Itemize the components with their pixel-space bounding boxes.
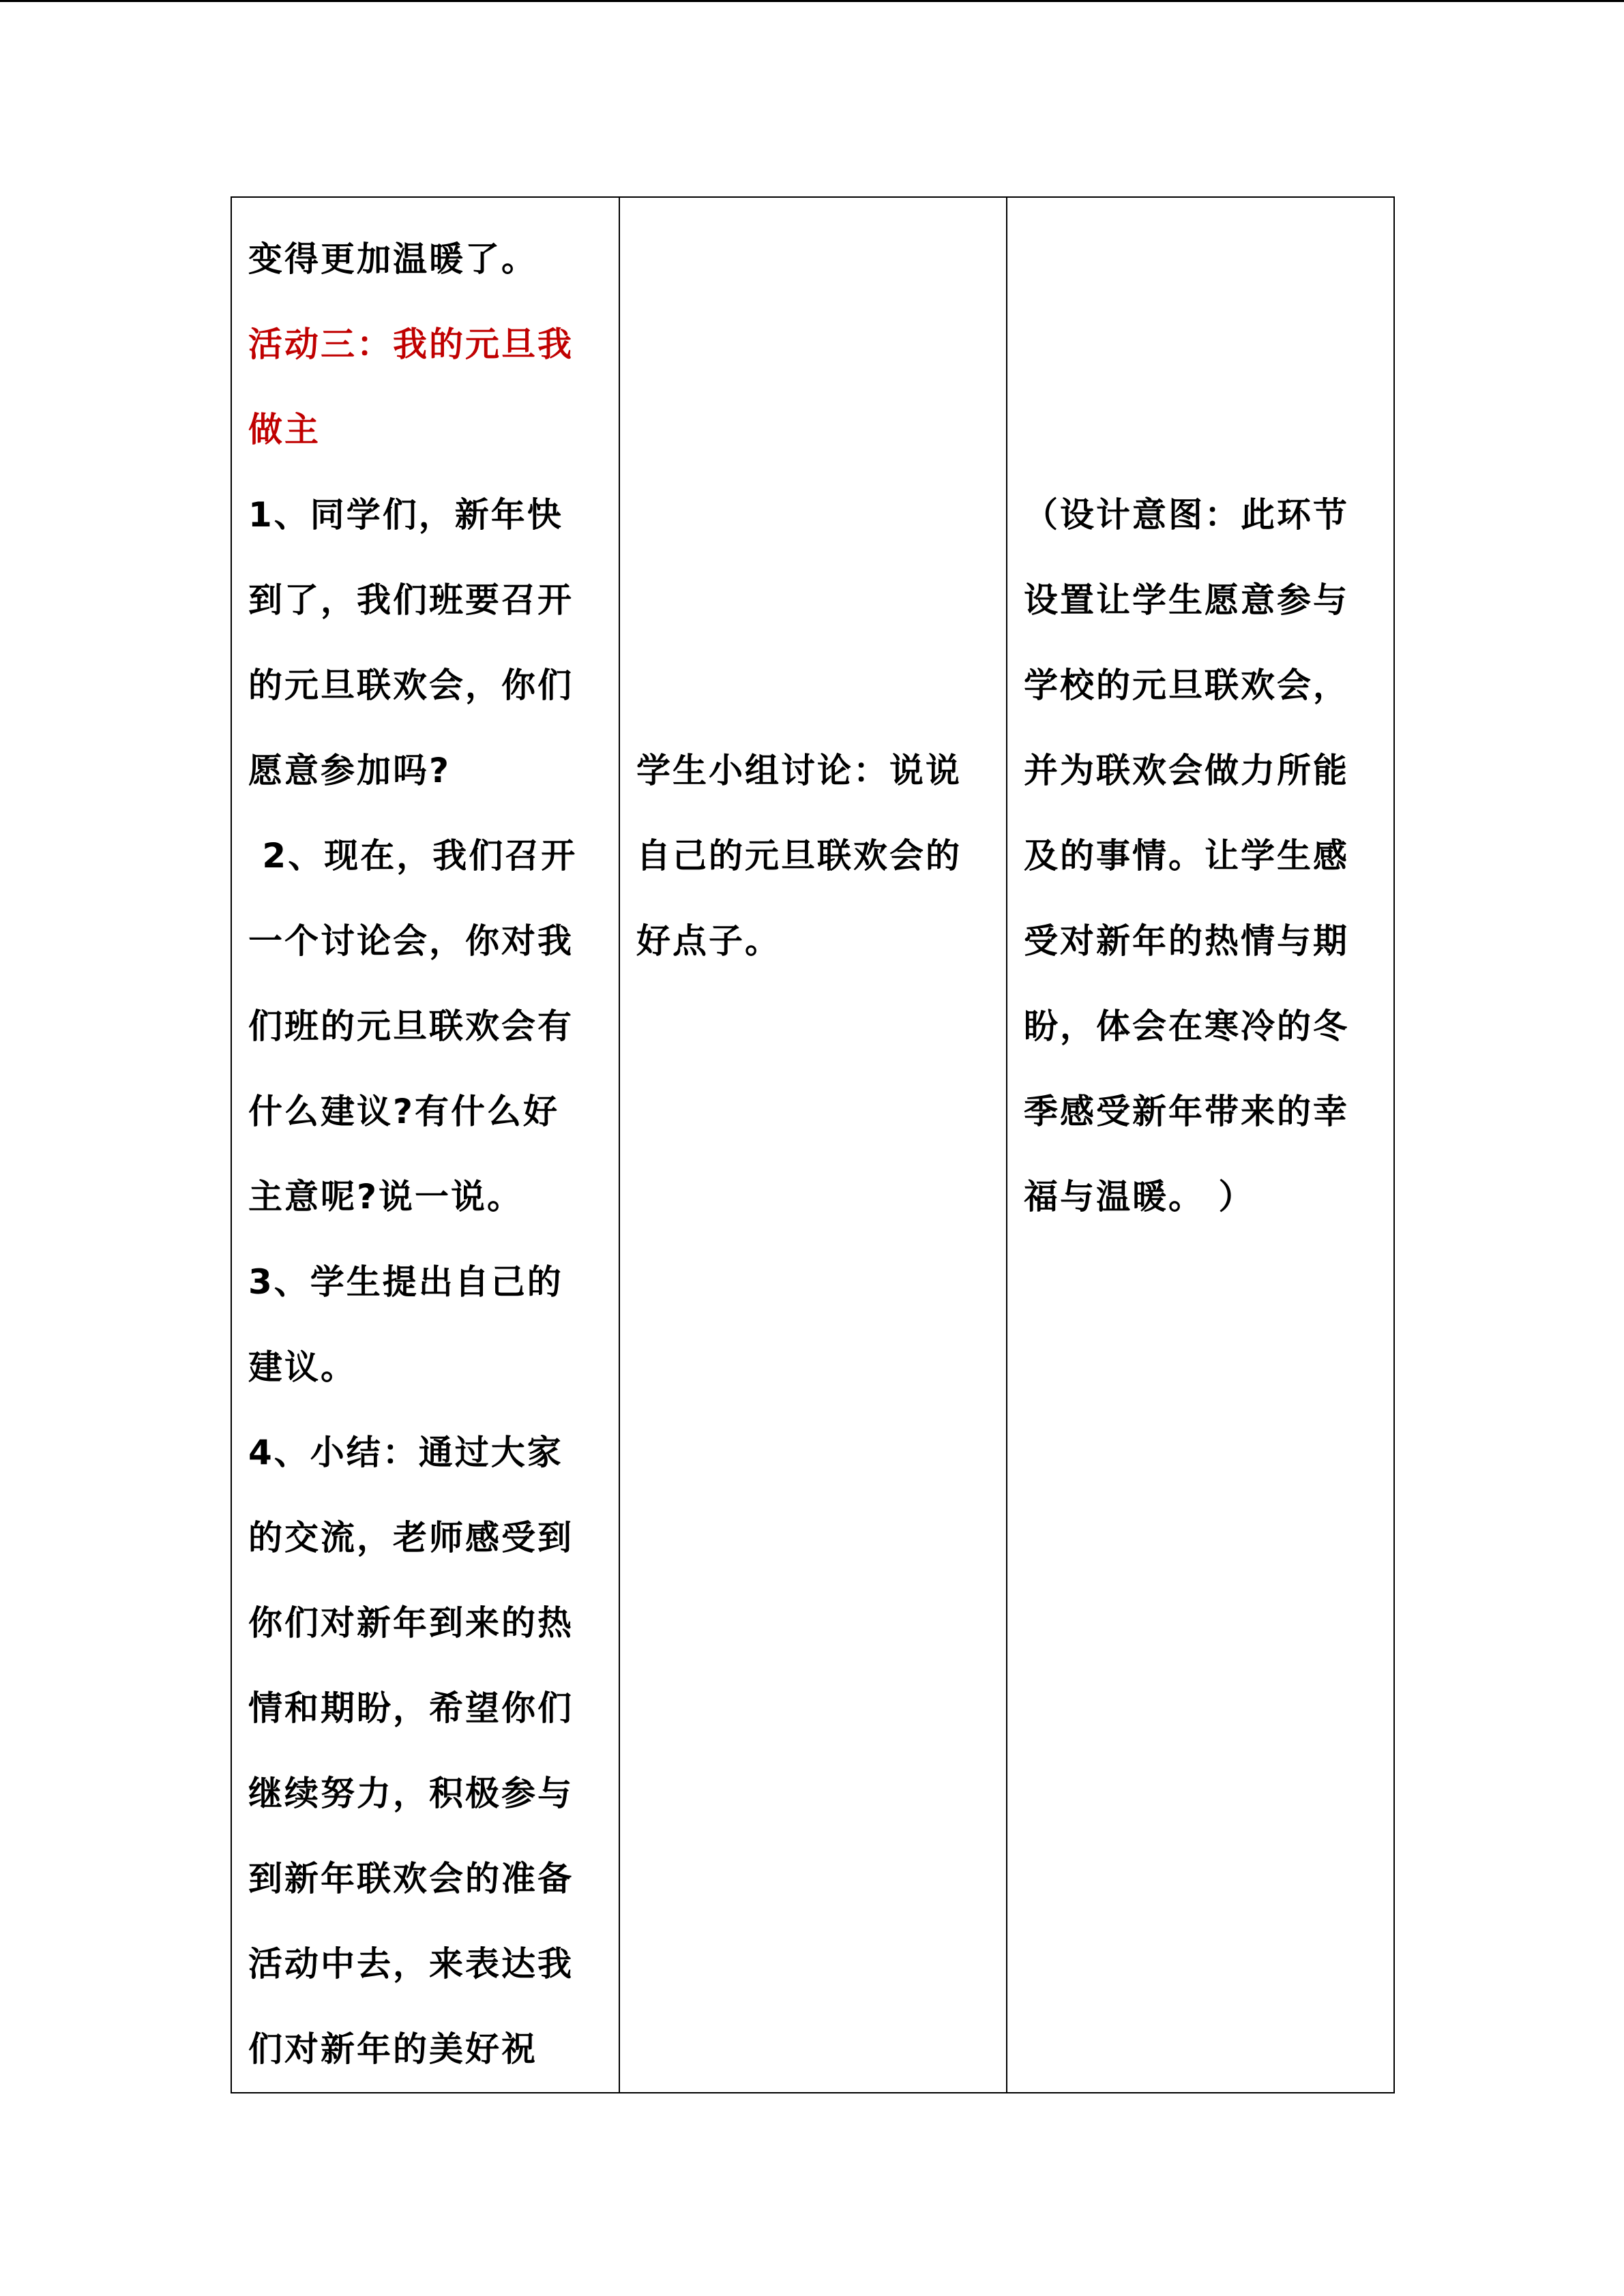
design-intent-cell (1007, 197, 1394, 2093)
text-line: 4、小结：通过大家 (248, 1433, 563, 1472)
text-line: 变得更加温暖了。 (248, 239, 537, 279)
text-line: 受对新年的热情与期 (1024, 921, 1349, 961)
teacher-activity-cell (231, 197, 619, 2093)
text-line: 的元旦联欢会，你们 (248, 666, 574, 705)
text-line: 们对新年的美好祝 (248, 2029, 537, 2069)
text-line: 福与温暖。 ） (1024, 1177, 1255, 1217)
text-line: 并为联欢会做力所能 (1024, 751, 1349, 790)
text-line: 继续努力，积极参与 (248, 1774, 574, 1813)
text-line: 1、同学们，新年快 (248, 495, 563, 535)
text-line: 你们对新年到来的热 (248, 1603, 574, 1643)
activity-heading-continued: 做主 (248, 410, 321, 449)
text-line: 情和期盼，希望你们 (248, 1688, 574, 1728)
text-line: 自己的元旦联欢会的 (636, 836, 962, 876)
text-line: 主意呢?说一说。 (248, 1177, 524, 1217)
activity-heading: 活动三：我的元旦我 (248, 325, 574, 364)
teacher-activity-text (232, 198, 619, 2092)
text-line: 3、学生提出自己的 (248, 1262, 563, 1302)
design-intent-text (1007, 198, 1393, 1240)
text-line: 们班的元旦联欢会有 (248, 1007, 574, 1046)
text-line: 学生小组讨论：说说 (636, 751, 962, 790)
text-line: 2、现在，我们召开 (248, 836, 578, 876)
student-activity-cell (619, 197, 1007, 2093)
text-line: 愿意参加吗? (248, 751, 452, 790)
student-activity-text (620, 198, 1006, 984)
text-line: 什么建议?有什么好 (248, 1092, 560, 1131)
text-line: 设置让学生愿意参与 (1024, 580, 1349, 620)
top-edge-rule (0, 0, 1624, 2)
text-line: 到新年联欢会的准备 (248, 1859, 574, 1898)
text-line: 的交流，老师感受到 (248, 1518, 574, 1557)
text-line: 好点子。 (636, 921, 781, 961)
text-line: 活动中去，来表达我 (248, 1944, 574, 1984)
text-line: 及的事情。让学生感 (1024, 836, 1349, 876)
text-line: 建议。 (248, 1347, 357, 1387)
text-line: 季感受新年带来的幸 (1024, 1092, 1349, 1131)
text-line: 盼，体会在寒冷的冬 (1024, 1007, 1349, 1046)
text-line: 学校的元旦联欢会， (1024, 666, 1349, 705)
text-line: 一个讨论会，你对我 (248, 921, 574, 961)
lesson-plan-table (231, 196, 1395, 2093)
text-line: （设计意图：此环节 (1024, 495, 1349, 535)
text-line: 到了，我们班要召开 (248, 580, 574, 620)
table-row (231, 197, 1394, 2093)
